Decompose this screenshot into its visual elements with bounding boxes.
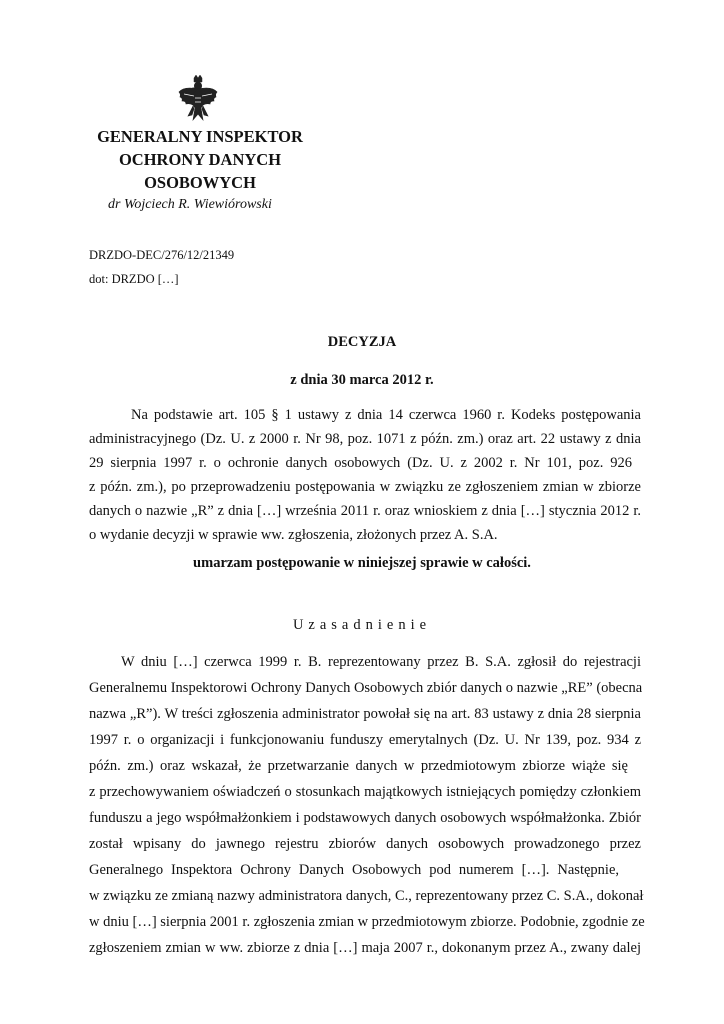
paragraph-line: 29 sierpnia 1997 r. o ochronie danych osobowych (Dz. U. z 2002 r. Nr 101, poz. 926 bbox=[89, 455, 632, 471]
paragraph-line: w dniu […] sierpnia 2001 r. zgłoszenia zmian w przedmiotowym zbiorze. Podobnie, zgodnie ze bbox=[89, 914, 645, 930]
paragraph-line: o wydanie decyzji w sprawie ww. zgłoszenia, złożonych przez A. S.A. bbox=[89, 527, 498, 543]
paragraph-line: Generalnego Inspektora Ochrony Danych Osobowych pod numerem […]. Następnie, bbox=[89, 862, 619, 878]
paragraph-line: Na podstawie art. 105 § 1 ustawy z dnia 14 czerwca 1960 r. Kodeks postępowania bbox=[131, 407, 641, 423]
paragraph-line: z późn. zm.), po przeprowadzeniu postępowania w związku ze zgłoszeniem zmian w zbiorze bbox=[89, 479, 641, 495]
signatory-name: dr Wojciech R. Wiewiórowski bbox=[108, 197, 272, 212]
paragraph-line: administracyjnego (Dz. U. z 2000 r. Nr 98, poz. 1071 z późn. zm.) oraz art. 22 ustawy z dnia bbox=[89, 431, 641, 447]
paragraph-line: danych o nazwie „R” z dnia […] września 2011 r. oraz wnioskiem z dnia […] stycznia 2012 r. bbox=[89, 503, 641, 519]
paragraph-line: późn. zm.) oraz wskazał, że przetwarzanie danych w przedmiotowym zbiorze wiąże się bbox=[89, 758, 628, 774]
paragraph-line: nazwa „R”). W treści zgłoszenia administrator powołał się na art. 83 ustawy z dnia 28 sierpnia bbox=[89, 706, 641, 722]
authority-line: OSOBOWYCH bbox=[144, 173, 256, 192]
paragraph-line: z przechowywaniem oświadczeń o stosunkach majątkowych istniejących pomiędzy członkiem bbox=[89, 784, 641, 800]
authority-line: GENERALNY INSPEKTOR bbox=[97, 127, 303, 146]
paragraph-line: W dniu […] czerwca 1999 r. B. reprezentowany przez B. S.A. zgłosił do rejestracji bbox=[121, 654, 641, 670]
paragraph-line: w związku ze zmianą nazwy administratora danych, C., reprezentowany przez C. S.A., dokonał bbox=[89, 888, 644, 904]
regarding-line: dot: DRZDO […] bbox=[89, 272, 179, 286]
paragraph-line: zgłoszeniem zmian w ww. zbiorze z dnia […] maja 2007 r., dokonanym przez A., zwany dalej bbox=[89, 940, 641, 956]
paragraph-line: 1997 r. o organizacji i funkcjonowaniu funduszy emerytalnych (Dz. U. Nr 139, poz. 934 z bbox=[89, 732, 641, 748]
paragraph-line: został wpisany do jawnego rejestru zbiorów danych osobowych prowadzonego przez bbox=[89, 836, 641, 852]
justification-heading: Uzasadnienie bbox=[292, 617, 432, 633]
authority-name bbox=[80, 125, 320, 194]
case-number: DRZDO-DEC/276/12/21349 bbox=[89, 248, 235, 262]
authority-line: OCHRONY DANYCH bbox=[118, 150, 282, 169]
paragraph-line: funduszu a jego współmałżonkiem i podstawowych danych osobowych współmałżonka. Zbiór bbox=[89, 810, 641, 826]
polish-eagle-icon bbox=[176, 74, 220, 122]
ruling-statement: umarzam postępowanie w niniejszej sprawie w całości. bbox=[193, 555, 531, 571]
decision-date: z dnia 30 marca 2012 r. bbox=[290, 372, 434, 388]
paragraph-line: Generalnemu Inspektorowi Ochrony Danych Osobowych zbiór danych o nazwie „RE” (obecna bbox=[89, 680, 643, 696]
decision-title: DECYZJA bbox=[327, 334, 397, 350]
